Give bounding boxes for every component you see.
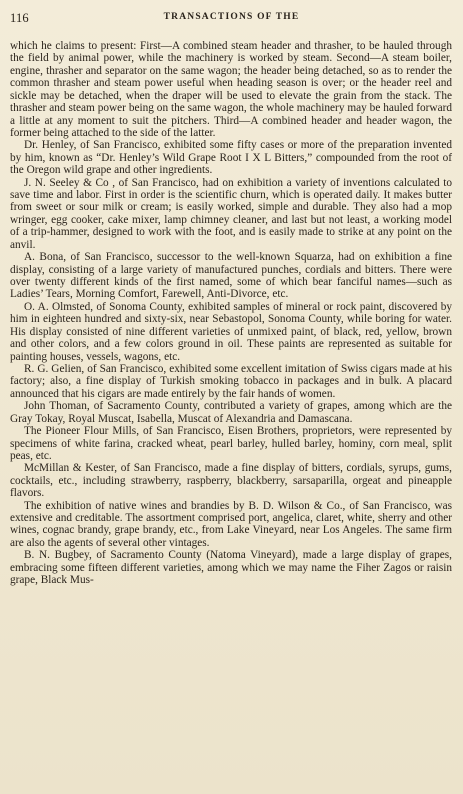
running-title: TRANSACTIONS OF THE xyxy=(163,12,300,22)
paragraph-thoman: John Thoman, of Sacramento County, contributed a variety of grapes, among which are the Gray Tokay, Royal Muscat, Isabella, Muscat of Alexandria and Damascana. xyxy=(10,400,452,425)
paragraph-mcmillan-kester: McMillan & Kester, of San Francisco, made a fine display of bitters, cordials, syrups, gums, cocktails, etc., including strawberry, raspberry, blackberry, sarsaparilla, orgeat and pineapple flavors. xyxy=(10,462,452,500)
paragraph-dr-henley: Dr. Henley, of San Francisco, exhibited some fifty cases or more of the preparation invented by him, known as “Dr. Henley’s Wild Grape Root I X L Bitters,” compounded from the root of the Oregon wild grape and other ingredients. xyxy=(10,139,452,177)
page-number: 116 xyxy=(10,11,29,25)
paragraph-gelien: R. G. Gelien, of San Francisco, exhibited some excellent imitation of Swiss cigars made at his factory; also, a fine display of Turkish smoking tobacco in packages and in bulk. A placard announced that his cigars are made entirely by the fair hands of women. xyxy=(10,362,452,400)
body-text xyxy=(10,40,452,587)
running-head xyxy=(0,11,463,25)
paragraph-machinery-description: which he claims to present: First—A combined steam header and thrasher, to be hauled through the field by animal power, while the machinery is worked by steam. Second—A steam boiler, engine, thrasher and separator on the same wagon; the header being detached, so as to render the common thrasher and steam power useful when heading season is over; or the header reel and sickle may be detached, when the draper will be used to elevate the grain from the stack. The thrasher and steam power being on the same wagon, the whole machinery may be hauled forward a little at any moment to suit the pitchers. Third—A combined header and header wagon, the former being attached to the side of the latter. xyxy=(10,40,452,139)
paragraph-wilson: The exhibition of native wines and brandies by B. D. Wilson & Co., of San Francisco, was extensive and creditable. The assortment comprised port, angelica, claret, white, sherry and other wines, cognac brandy, grape brandy, etc., from Lake Vineyard, near Los Angeles. The same firm are also the agents of several other vintages. xyxy=(10,499,452,549)
paragraph-bugbey: B. N. Bugbey, of Sacramento County (Natoma Vineyard), made a large display of grapes, embracing some fifteen different varieties, among which we may name the Fiher Zagos or raisin grape, Black Mus- xyxy=(10,549,452,587)
paragraph-bona: A. Bona, of San Francisco, successor to the well-known Squarza, had on exhibition a fine display, consisting of a large variety of manufactured punches, cordials and bitters. There were over twenty different kinds of the first named, some of which bear fanciful names—such as Ladies’ Tears, Morning Comfort, Farewell, Anti-Divorce, etc. xyxy=(10,251,452,301)
paragraph-seeley: J. N. Seeley & Co , of San Francisco, had on exhibition a variety of inventions calculated to save time and labor. First in order is the scientific churn, which is operated daily. It makes butter from sweet or sour milk or cream; is easily worked, simple and durable. They also had a mop wringer, egg cooker, cake mixer, lamp chimney cleaner, and last but not least, a working model of a trip-hammer, designed to work with the foot, and is easily made to strike at any point on the anvil. xyxy=(10,176,452,251)
paragraph-pioneer-flour-mills: The Pioneer Flour Mills, of San Francisco, Eisen Brothers, proprietors, were represented by specimens of white farina, cracked wheat, pearl barley, hulled barley, hominy, corn meal, split peas, etc. xyxy=(10,425,452,462)
paragraph-olmsted: O. A. Olmsted, of Sonoma County, exhibited samples of mineral or rock paint, discovered by him in eighteen hundred and sixty-six, near Sebastopol, Sonoma County, while boring for water. His display consisted of nine different varieties of unmixed paint, of black, red, yellow, brown and other colors, and a few colors ground in oil. These paints are represented as suitable for painting houses, vessels, wagons, etc. xyxy=(10,300,452,363)
